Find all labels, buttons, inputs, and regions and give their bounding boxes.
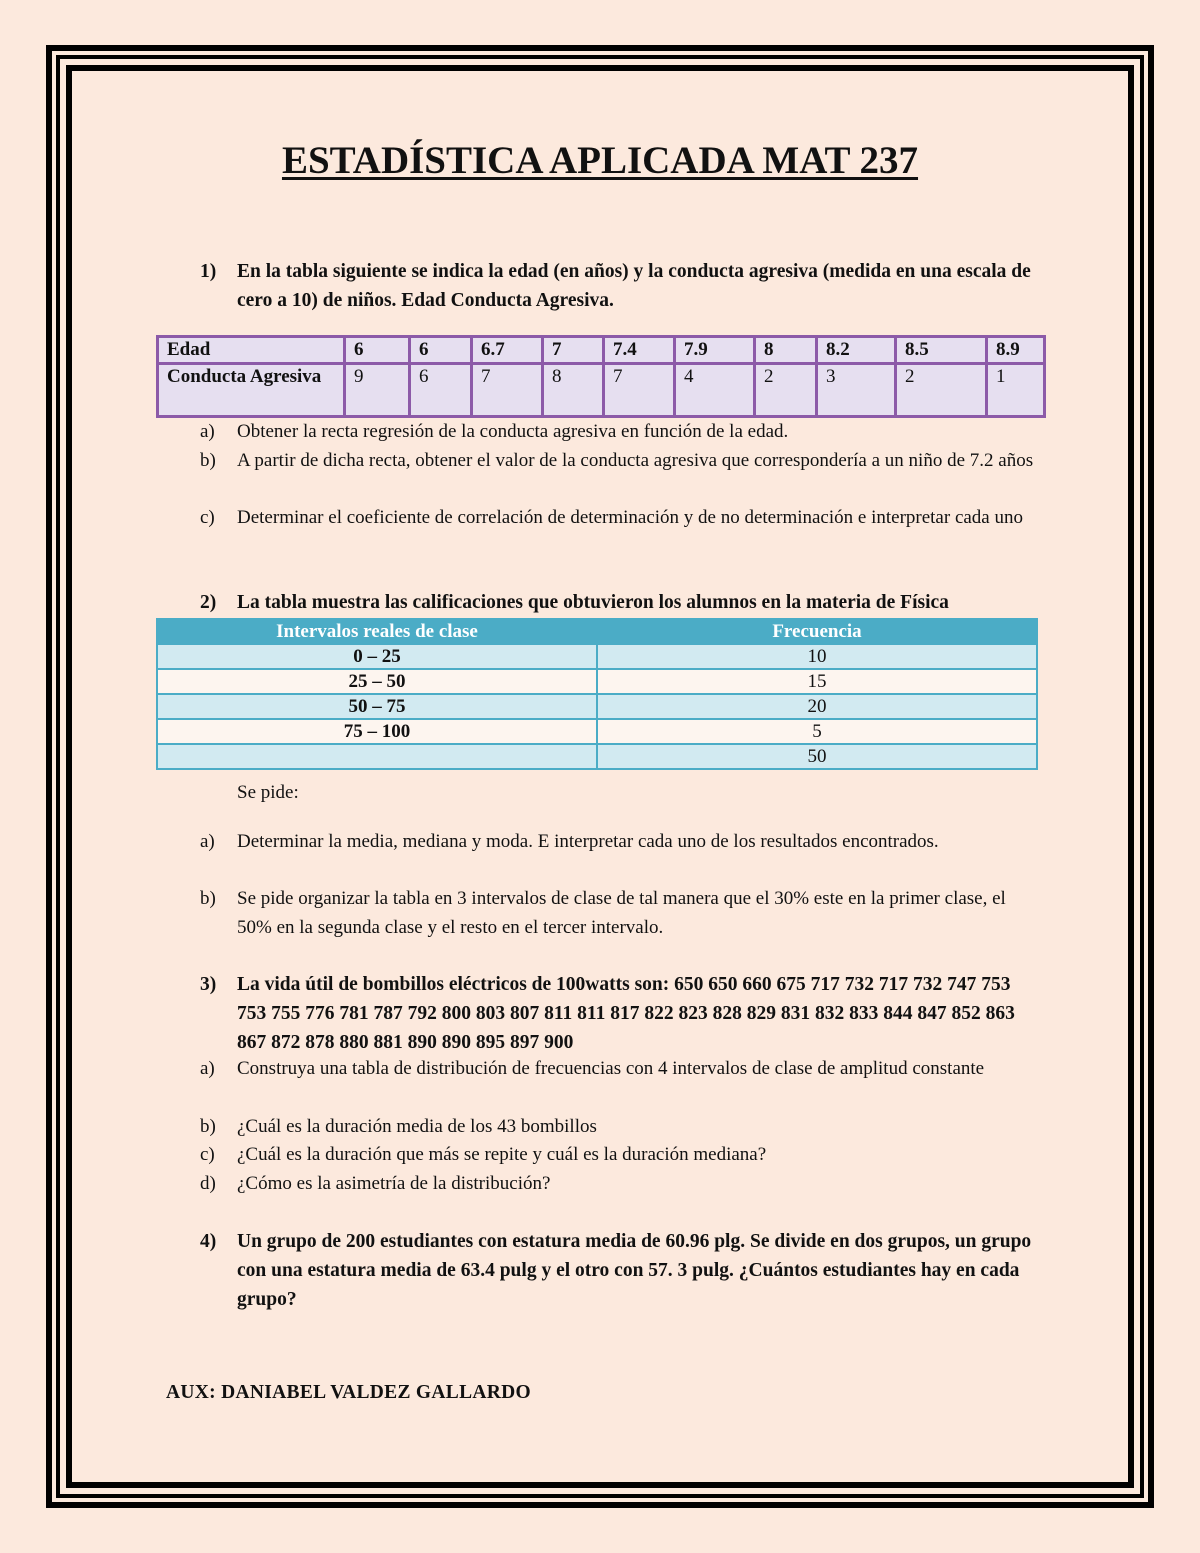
table-cell: 50 – 75	[157, 694, 597, 719]
table-cell: 8	[755, 337, 817, 364]
list-item	[200, 418, 1040, 447]
question-number: 2)	[200, 592, 217, 613]
table-cell: 6	[345, 337, 410, 364]
item-text: Obtener la recta regresión de la conducta agresiva en función de la edad.	[237, 421, 789, 442]
table-cell: 15	[597, 669, 1037, 694]
item-label: c)	[200, 507, 215, 528]
table-cell: 20	[597, 694, 1037, 719]
table-row	[157, 694, 1037, 719]
se-pide-label: Se pide:	[237, 782, 299, 803]
list-item	[200, 885, 1040, 942]
table-cell: 7.4	[604, 337, 675, 364]
age-aggression-table	[156, 335, 1046, 418]
table-cell: 8.2	[817, 337, 896, 364]
list-item	[200, 828, 1040, 857]
item-text: Determinar el coeficiente de correlación de determinación y de no determinación e interpretar cada uno	[237, 507, 1023, 528]
table-cell: 3	[817, 364, 896, 417]
question-text: La vida útil de bombillos eléctricos de 100watts son: 650 650 660 675 717 732 717 732 747 753 753 755 776 781 787 792 800 803 807 811 811 817 822 823 828 829 831 832 833 844 847 852 863 867 872 878 880 881 890 890 895 897 900	[237, 974, 1015, 1053]
item-text: Construya una tabla de distribución de frecuencias con 4 intervalos de clase de amplitud constante	[237, 1058, 985, 1079]
question-3	[200, 970, 1040, 1057]
list-item	[200, 1055, 1040, 1084]
question-4	[200, 1227, 1040, 1314]
grades-frequency-table	[156, 618, 1038, 770]
page-title: ESTADÍSTICA APLICADA MAT 237	[281, 139, 919, 182]
table-cell: 7	[472, 364, 543, 417]
column-header-frequency: Frecuencia	[597, 619, 1037, 644]
table-cell: 0 – 25	[157, 644, 597, 669]
table-cell: 25 – 50	[157, 669, 597, 694]
table-cell: 1	[987, 364, 1045, 417]
list-item	[200, 1113, 1040, 1142]
table-cell: 50	[597, 744, 1037, 769]
item-label: b)	[200, 888, 216, 909]
table-cell: 2	[896, 364, 987, 417]
table-cell: 5	[597, 719, 1037, 744]
list-item	[200, 1141, 1040, 1170]
author-line: AUX: DANIABEL VALDEZ GALLARDO	[166, 1382, 532, 1403]
table-cell: 8	[543, 364, 604, 417]
table-cell: 2	[755, 364, 817, 417]
table-row	[157, 644, 1037, 669]
question-number: 1)	[200, 261, 217, 282]
table-cell: 6.7	[472, 337, 543, 364]
item-label: b)	[200, 1116, 216, 1137]
table-row-total	[157, 744, 1037, 769]
table-cell: 9	[345, 364, 410, 417]
list-item	[200, 447, 1040, 476]
table-cell: 7	[543, 337, 604, 364]
item-label: d)	[200, 1173, 216, 1194]
column-header-intervals: Intervalos reales de clase	[157, 619, 597, 644]
item-label: a)	[200, 1058, 215, 1079]
table-cell: 75 – 100	[157, 719, 597, 744]
row-header-age: Edad	[158, 337, 345, 364]
item-text: Se pide organizar la tabla en 3 intervalos de clase de tal manera que el 30% este en la primer clase, el 50% en la segunda clase y el resto en el tercer intervalo.	[237, 888, 1006, 938]
question-text: En la tabla siguiente se indica la edad (en años) y la conducta agresiva (medida en una escala de cero a 10) de niños. Edad Conducta Agresiva.	[237, 261, 1031, 311]
table-cell: 7.9	[675, 337, 755, 364]
item-text: ¿Cuál es la duración media de los 43 bombillos	[237, 1116, 597, 1137]
table-cell	[157, 744, 597, 769]
item-text: ¿Cuál es la duración que más se repite y cuál es la duración mediana?	[237, 1144, 767, 1165]
table-cell: 6	[410, 337, 472, 364]
item-text: Determinar la media, mediana y moda. E interpretar cada uno de los resultados encontrados.	[237, 831, 939, 852]
table-header-row	[157, 619, 1037, 644]
table-cell: 4	[675, 364, 755, 417]
table-cell: 6	[410, 364, 472, 417]
table-row	[157, 669, 1037, 694]
table-cell: 7	[604, 364, 675, 417]
table-row	[157, 719, 1037, 744]
item-text: A partir de dicha recta, obtener el valor de la conducta agresiva que correspondería a un niño de 7.2 años	[237, 450, 1034, 471]
table-cell: 8.9	[987, 337, 1045, 364]
list-item	[200, 504, 1040, 533]
question-text: Un grupo de 200 estudiantes con estatura media de 60.96 plg. Se divide en dos grupos, un grupo con una estatura media de 63.4 pulg y el otro con 57. 3 pulg. ¿Cuántos estudiantes hay en cada grupo?	[237, 1231, 1032, 1310]
table-cell: 10	[597, 644, 1037, 669]
table-row-age	[158, 337, 1045, 364]
row-header-aggression: Conducta Agresiva	[158, 364, 345, 417]
table-row-aggression	[158, 364, 1045, 417]
question-number: 4)	[200, 1231, 217, 1252]
item-label: a)	[200, 421, 215, 442]
question-text: La tabla muestra las calificaciones que obtuvieron los alumnos en la materia de Física	[237, 592, 949, 613]
question-1	[200, 257, 1040, 315]
item-label: c)	[200, 1144, 215, 1165]
table-cell: 8.5	[896, 337, 987, 364]
item-label: a)	[200, 831, 215, 852]
item-label: b)	[200, 450, 216, 471]
question-2	[200, 588, 1060, 617]
question-number: 3)	[200, 974, 217, 995]
item-text: ¿Cómo es la asimetría de la distribución?	[237, 1173, 551, 1194]
list-item	[200, 1170, 1040, 1199]
